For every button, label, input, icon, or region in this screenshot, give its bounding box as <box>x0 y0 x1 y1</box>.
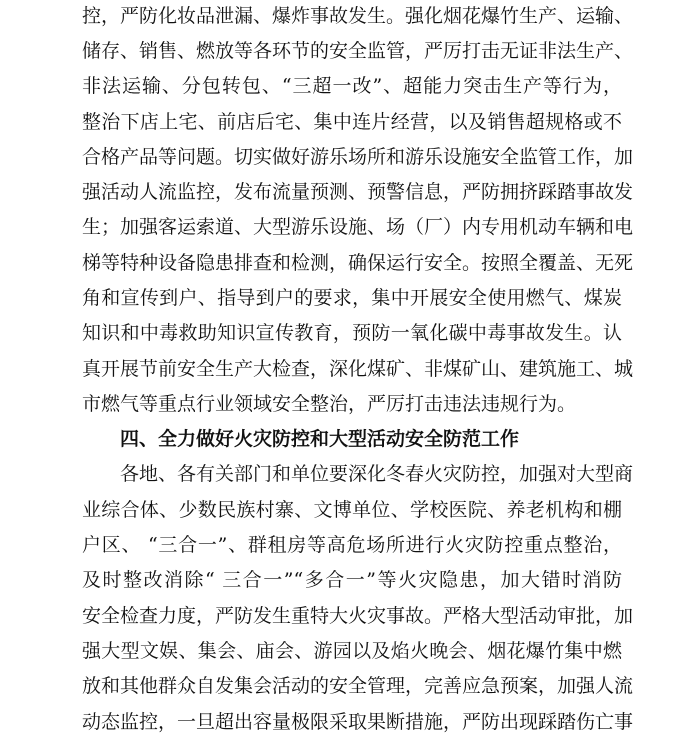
paragraph2-line-8: 动态监控，一旦超出容量极限采取果断措施，严防出现踩踏伤亡事 <box>82 711 634 733</box>
paragraph1-line-6: 强活动人流监控，发布流量预测、预警信息，严防拥挤踩踏事故发 <box>82 181 634 203</box>
paragraph1-line-7: 生；加强客运索道、大型游乐设施、场（厂）内专用机动车辆和电 <box>82 216 634 238</box>
paragraph2-line-3: 户区、 “三合一”、群租房等高危场所进行火灾防控重点整治， <box>82 534 622 556</box>
section-heading: 四、全力做好火灾防控和大型活动安全防范工作 <box>120 428 520 450</box>
paragraph1-line-3: 非法运输、分包转包、“三超一改”、超能力突击生产等行为， <box>82 75 622 97</box>
paragraph2-line-4: 及时整改消除“ 三合一”“多合一”等火灾隐患，加大错时消防 <box>82 569 622 591</box>
paragraph1-line-9: 角和宣传到户、指导到户的要求，集中开展安全使用燃气、煤炭 <box>82 287 622 309</box>
paragraph1-line-8: 梯等特种设备隐患排查和检测，确保运行安全。按照全覆盖、无死 <box>82 252 634 274</box>
paragraph2-line-5: 安全检查力度，严防发生重特大火灾事故。严格大型活动审批，加 <box>82 605 634 627</box>
paragraph1-line-12: 市燃气等重点行业领域安全整治，严厉打击违法违规行为。 <box>82 393 577 415</box>
paragraph1-line-11: 真开展节前安全生产大检查，深化煤矿、非煤矿山、建筑施工、城 <box>82 358 634 380</box>
paragraph2-line-2: 业综合体、少数民族村寨、文博单位、学校医院、养老机构和棚 <box>82 499 622 521</box>
paragraph2-line-7: 放和其他群众自发集会活动的安全管理，完善应急预案，加强人流 <box>82 675 634 697</box>
paragraph1-line-1: 控，严防化妆品泄漏、爆炸事故发生。强化烟花爆竹生产、运输、 <box>82 5 634 27</box>
paragraph2-line-1: 各地、各有关部门和单位要深化冬春火灾防控，加强对大型商 <box>120 463 634 485</box>
paragraph1-line-4: 整治下店上宅、前店后宅、集中连片经营，以及销售超规格或不 <box>82 111 622 133</box>
paragraph2-line-6: 强大型文娱、集会、庙会、游园以及焰火晚会、烟花爆竹集中燃 <box>82 640 622 662</box>
paragraph1-line-2: 储存、销售、燃放等各环节的安全监管，严厉打击无证非法生产、 <box>82 40 634 62</box>
paragraph1-line-10: 知识和中毒救助知识宣传教育，预防一氧化碳中毒事故发生。认 <box>82 322 622 344</box>
paragraph1-line-5: 合格产品等问题。切实做好游乐场所和游乐设施安全监管工作，加 <box>82 146 634 168</box>
